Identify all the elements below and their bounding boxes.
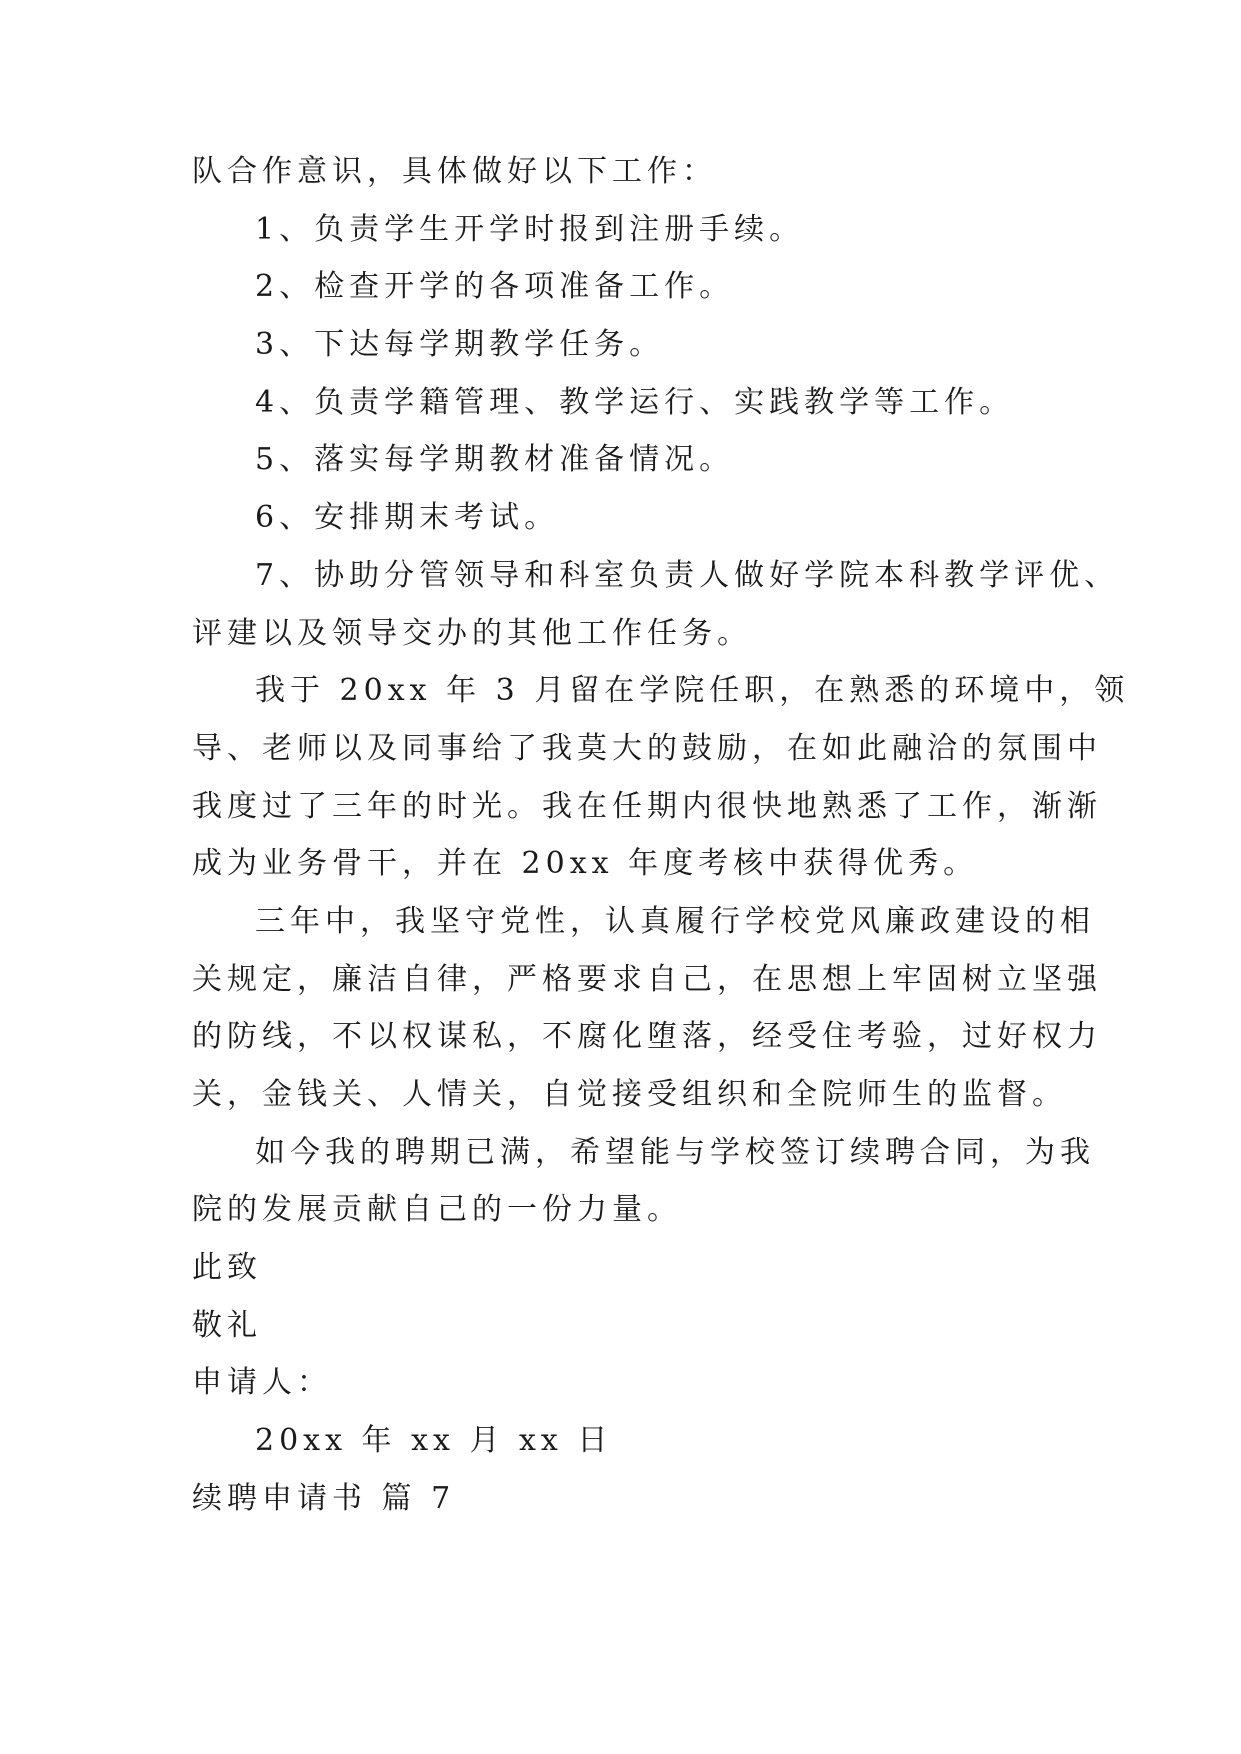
- list-item: 6、安排期末考试。: [255, 500, 560, 535]
- paragraph-line: 我度过了三年的时光。我在任期内很快地熟悉了工作，渐渐: [192, 789, 1102, 824]
- list-item: 7、协助分管领导和科室负责人做好学院本科教学评优、: [255, 558, 1120, 593]
- paragraph-line: 如今我的聘期已满，希望能与学校签订续聘合同，为我: [255, 1135, 1095, 1170]
- paragraph-line: 关，金钱关、人情关，自觉接受组织和全院师生的监督。: [192, 1077, 1067, 1112]
- paragraph-line: 三年中，我坚守党性，认真履行学校党风廉政建设的相: [255, 904, 1095, 939]
- closing-salutation: 此致: [192, 1250, 262, 1285]
- paragraph-line: 评建以及领导交办的其他工作任务。: [192, 616, 752, 651]
- date-line: 20xx 年 xx 月 xx 日: [255, 1423, 613, 1458]
- section-heading: 续聘申请书 篇 7: [192, 1481, 456, 1516]
- closing-regards: 敬礼: [192, 1308, 262, 1343]
- paragraph-line: 我于 20xx 年 3 月留在学院任职，在熟悉的环境中，领: [255, 673, 1130, 708]
- paragraph-line: 队合作意识，具体做好以下工作：: [192, 154, 717, 189]
- paragraph-line: 成为业务骨干，并在 20xx 年度考核中获得优秀。: [192, 846, 979, 881]
- paragraph-line: 的防线，不以权谋私，不腐化堕落，经受住考验，过好权力: [192, 1019, 1102, 1054]
- list-item: 4、负责学籍管理、教学运行、实践教学等工作。: [255, 385, 1015, 420]
- paragraph-line: 关规定，廉洁自律，严格要求自己，在思想上牢固树立坚强: [192, 962, 1102, 997]
- paragraph-line: 院的发展贡献自己的一份力量。: [192, 1192, 682, 1227]
- list-item: 2、检查开学的各项准备工作。: [255, 269, 735, 304]
- list-item: 1、负责学生开学时报到注册手续。: [255, 212, 805, 247]
- list-item: 5、落实每学期教材准备情况。: [255, 442, 735, 477]
- applicant-label: 申请人：: [192, 1365, 332, 1400]
- list-item: 3、下达每学期教学任务。: [255, 327, 665, 362]
- paragraph-line: 导、老师以及同事给了我莫大的鼓励，在如此融洽的氛围中: [192, 731, 1102, 766]
